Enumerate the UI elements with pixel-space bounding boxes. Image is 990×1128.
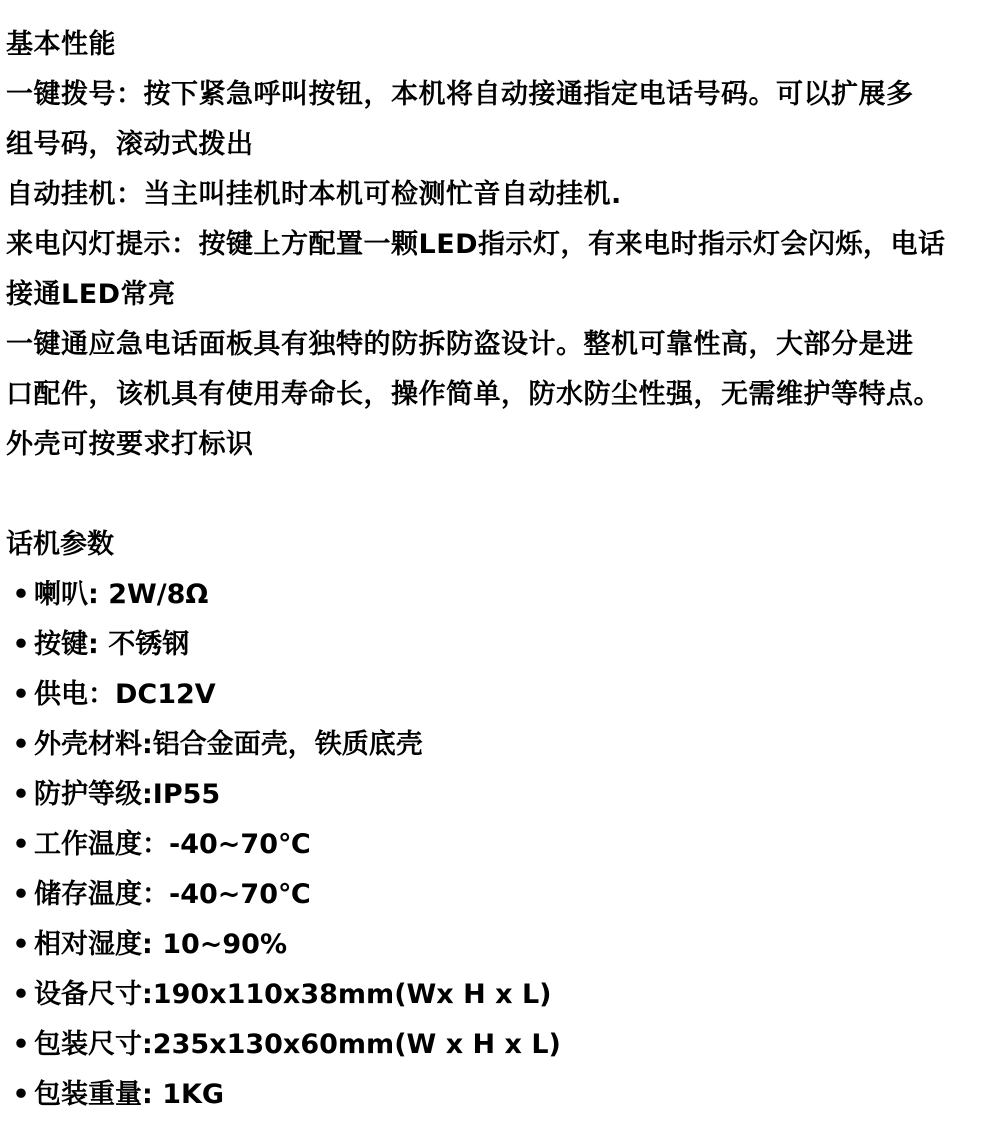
performance-line: 口配件，该机具有使用寿命长，操作简单，防水防尘性强，无需维护等特点。 xyxy=(6,379,941,410)
spec-item-power xyxy=(0,670,990,720)
spec-text: 包装尺寸:235x130x60mm(W x H x L) xyxy=(34,1029,561,1060)
performance-line: 接通LED常亮 xyxy=(6,279,176,310)
bullet-icon: • xyxy=(12,979,30,1010)
spec-item-operating-temp xyxy=(0,820,990,870)
performance-section xyxy=(6,20,990,470)
spec-item-package-size xyxy=(0,1020,990,1070)
spec-item-humidity xyxy=(0,920,990,970)
performance-line: 一键拨号：按下紧急呼叫按钮，本机将自动接通指定电话号码。可以扩展多 xyxy=(6,79,914,110)
spec-text: 防护等级:IP55 xyxy=(34,779,221,810)
spec-item-keys xyxy=(0,620,990,670)
spec-text: 供电：DC12V xyxy=(34,679,216,710)
bullet-icon: • xyxy=(12,629,30,660)
section-title-specs: 话机参数 xyxy=(6,529,114,560)
spec-text: 设备尺寸:190x110x38mm(Wx H x L) xyxy=(34,979,552,1010)
spec-text: 储存温度：-40~70℃ xyxy=(34,879,311,910)
spec-text: 包装重量: 1KG xyxy=(34,1079,225,1110)
spec-list xyxy=(0,570,990,1120)
section-title-performance: 基本性能 xyxy=(6,29,116,60)
bullet-icon: • xyxy=(12,729,30,760)
bullet-icon: • xyxy=(12,879,30,910)
bullet-icon: • xyxy=(12,779,30,810)
performance-line: 组号码，滚动式拨出 xyxy=(6,129,254,160)
spec-text: 喇叭: 2W/8Ω xyxy=(34,579,209,610)
bullet-icon: • xyxy=(12,1079,30,1110)
spec-text: 相对湿度: 10~90% xyxy=(34,929,288,960)
performance-line: 一键通应急电话面板具有独特的防拆防盗设计。整机可靠性高，大部分是进 xyxy=(6,329,914,360)
bullet-icon: • xyxy=(12,579,30,610)
spec-text: 工作温度：-40~70℃ xyxy=(34,829,311,860)
spec-item-device-size xyxy=(0,970,990,1020)
performance-line: 来电闪灯提示：按键上方配置一颗LED指示灯，有来电时指示灯会闪烁，电话 xyxy=(6,229,946,260)
spec-item-storage-temp xyxy=(0,870,990,920)
spec-text: 外壳材料:铝合金面壳，铁质底壳 xyxy=(34,729,423,760)
spec-item-protection xyxy=(0,770,990,820)
spec-item-speaker xyxy=(0,570,990,620)
bullet-icon: • xyxy=(12,929,30,960)
performance-line: 外壳可按要求打标识 xyxy=(6,429,254,460)
bullet-icon: • xyxy=(12,679,30,710)
spec-item-housing xyxy=(0,720,990,770)
performance-line: 自动挂机：当主叫挂机时本机可检测忙音自动挂机. xyxy=(6,179,622,210)
bullet-icon: • xyxy=(12,829,30,860)
bullet-icon: • xyxy=(12,1029,30,1060)
spec-text: 按键: 不锈钢 xyxy=(34,629,190,660)
spec-item-package-weight xyxy=(0,1070,990,1120)
